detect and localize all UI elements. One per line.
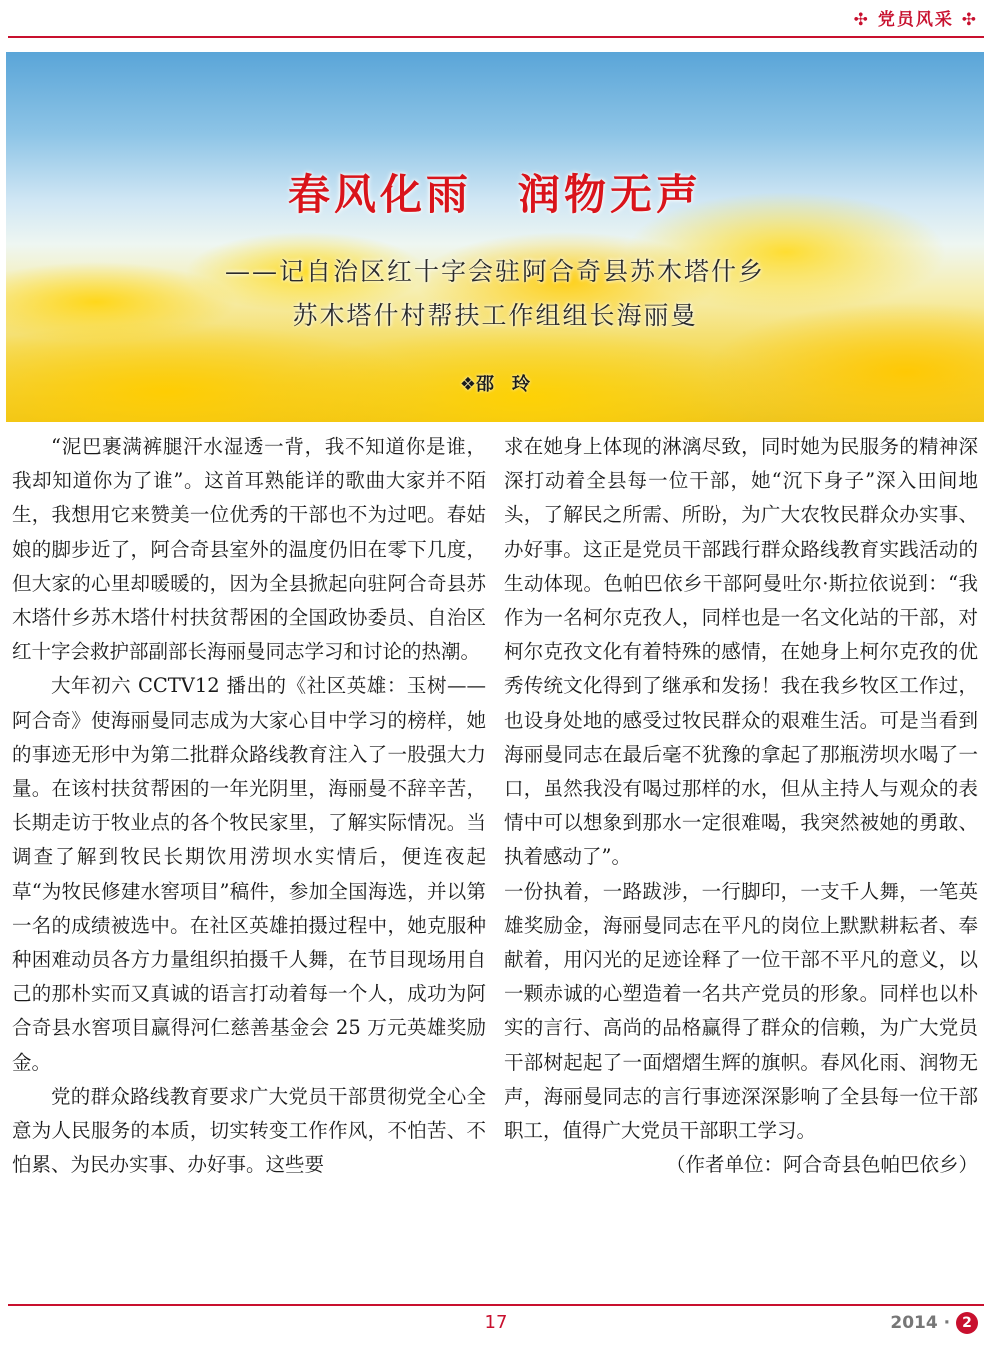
article-subtitle-line-2: 苏木塔什村帮扶工作组组长海丽曼 xyxy=(292,301,698,330)
article-title: 春风化雨 润物无声 xyxy=(287,170,702,219)
paragraph: 求在她身上体现的淋漓尽致，同时她为民服务的精神深深打动着全县每一位干部，她“沉下身子”深入田间地头，了解民之所需、所盼，为广大农牧民群众办实事、办好事。这正是党员干部践行群众路线教育实践活动的生动体现。色帕巴依乡干部阿曼吐尔·斯拉依说到：“我作为一名柯尔克孜人，同样也是一名文化站的干部，对柯尔克孜文化有着特殊的感情，在她身上柯尔克孜的优秀传统文化得到了继承和发扬！我在我乡牧区工作过，也设身处地的感受过牧民群众的艰难生活。可是当看到海丽曼同志在最后毫不犹豫的拿起了那瓶涝坝水喝了一口，虽然我没有喝过那样的水，但从主持人与观众的表情中可以想象到那水一定很难喝，我突然被她的勇敢、执着感动了”。 xyxy=(504,435,978,869)
article-column-right xyxy=(504,430,978,1182)
bottom-rule xyxy=(8,1304,984,1306)
paragraph: 一份执着，一路跋涉，一行脚印，一支千人舞，一笔英雄奖励金，海丽曼同志在平凡的岗位上默默耕耘者、奉献着，用闪光的足迹诠释了一位干部不平凡的意义，以一颗赤诚的心塑造着一名共产党员的形象。同样也以朴实的言行、高尚的品格赢得了群众的信赖，为广大党员干部树起起了一面熠熠生辉的旗帜。春风化雨、润物无声，海丽曼同志的言行事迹深深影响了全县每一位干部职工，值得广大党员干部职工学习。 xyxy=(504,879,978,1143)
author-affiliation: （作者单位：阿合奇县色帕巴依乡） xyxy=(665,1153,978,1177)
paragraph: 大年初六 CCTV12 播出的《社区英雄：玉树——阿合奇》使海丽曼同志成为大家心目中学习的榜样，她的事迹无形中为第二批群众路线教育注入了一股强大力量。在该村扶贫帮困的一年光阴里，海丽曼不辞辛苦，长期走访于牧业点的各个牧民家里，了解实际情况。当调查了解到牧民长期饮用涝坝水实情后，便连夜起草“为牧民修建水窖项目”稿件，参加全国海选，并以第一名的成绩被选中。在社区英雄拍摄过程中，她克服种种困难动员各方力量组织拍摄千人舞，在节目现场用自己的那朴实而又真诚的语言打动着每一个人，成功为阿合奇县水窖项目赢得河仁慈善基金会 25 万元英雄奖励金。 xyxy=(12,674,486,1074)
top-rule xyxy=(8,36,984,38)
hero-banner xyxy=(6,52,984,422)
page-number: 17 xyxy=(484,1312,508,1333)
article-author: ❖邵 玲 xyxy=(459,374,531,395)
issue-label xyxy=(890,1312,978,1334)
paragraph: 党的群众路线教育要求广大党员干部贯彻党全心全意为人民服务的本质，切实转变工作作风，不怕苦、不怕累、为民办实事、办好事。这些要 xyxy=(12,1084,486,1177)
section-tag: ✣ 党员风采 ✣ xyxy=(853,10,978,30)
issue-year: 2014 · xyxy=(890,1313,951,1333)
paragraph: “泥巴裹满裤腿汗水湿透一背，我不知道你是谁，我却知道你为了谁”。这首耳熟能详的歌曲大家并不陌生，我想用它来赞美一位优秀的干部也不为过吧。春姑娘的脚步近了，阿合奇县室外的温度仍旧在零下几度，但大家的心里却暖暖的，因为全县掀起向驻阿合奇县苏木塔什乡苏木塔什村扶贫帮困的全国政协委员、自治区红十字会救护部副部长海丽曼同志学习和讨论的热潮。 xyxy=(12,435,486,664)
article-subtitle-line-1: ——记自治区红十字会驻阿合奇县苏木塔什乡 xyxy=(224,257,765,286)
article-column-left xyxy=(12,430,486,1182)
issue-number-badge: 2 xyxy=(956,1312,978,1334)
